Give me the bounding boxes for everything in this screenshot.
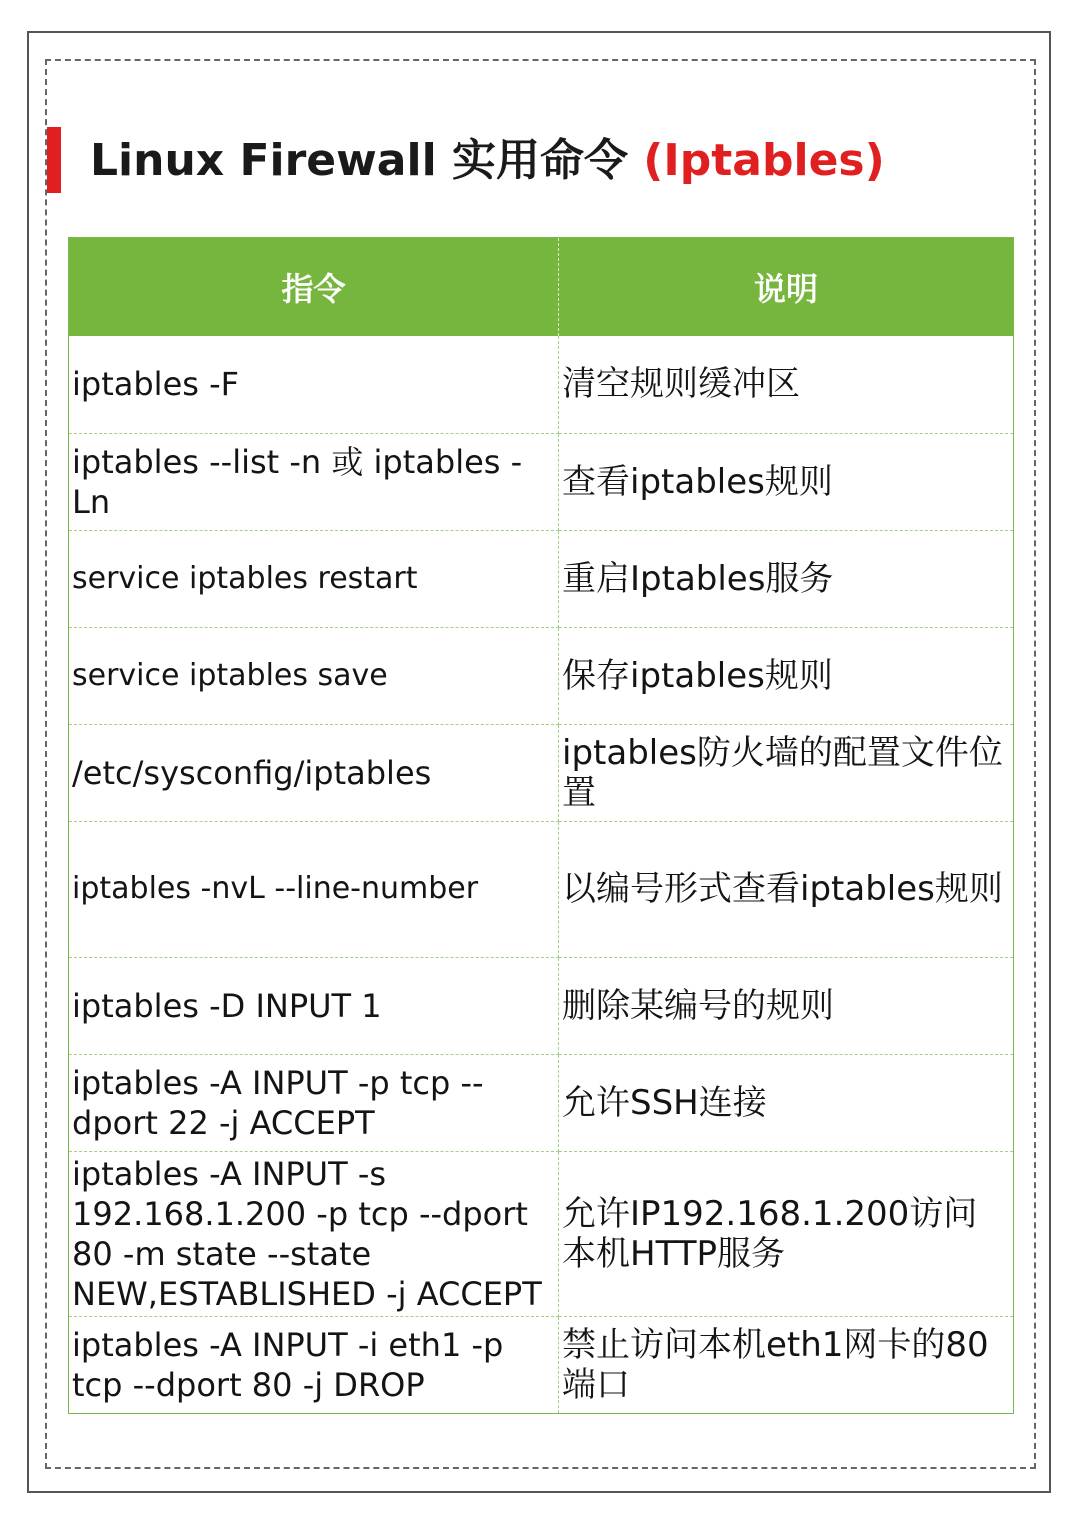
table-row <box>69 336 1014 433</box>
command-cell: iptables -A INPUT -p tcp --dport 22 -j ACCEPT <box>69 1054 559 1151</box>
table-row <box>69 1054 1014 1151</box>
command-cell: iptables -D INPUT 1 <box>69 957 559 1054</box>
description-cell: 保存iptables规则 <box>559 627 1014 724</box>
commands-table <box>68 237 1014 1414</box>
table-header-row <box>69 238 1014 337</box>
table-row <box>69 530 1014 627</box>
description-cell: 查看iptables规则 <box>559 433 1014 530</box>
table-row <box>69 724 1014 821</box>
command-cell: service iptables restart <box>69 530 559 627</box>
command-cell: service iptables save <box>69 627 559 724</box>
header-description: 说明 <box>559 238 1014 337</box>
description-cell: 重启Iptables服务 <box>559 530 1014 627</box>
command-cell: /etc/sysconfig/iptables <box>69 724 559 821</box>
command-cell: iptables --list -n 或 iptables -Ln <box>69 433 559 530</box>
description-cell: iptables防火墙的配置文件位置 <box>559 724 1014 821</box>
description-cell: 删除某编号的规则 <box>559 957 1014 1054</box>
command-cell: iptables -F <box>69 336 559 433</box>
command-cell: iptables -A INPUT -s 192.168.1.200 -p tcp --dport 80 -m state --state NEW,ESTABLISHED -j ACCEPT <box>69 1151 559 1316</box>
command-cell: iptables -nvL --line-number <box>69 821 559 957</box>
command-cell: iptables -A INPUT -i eth1 -p tcp --dport 80 -j DROP <box>69 1316 559 1413</box>
title-main: Linux Firewall 实用命令 <box>90 135 644 186</box>
table-row <box>69 1316 1014 1413</box>
table-row <box>69 957 1014 1054</box>
description-cell: 禁止访问本机eth1网卡的80端口 <box>562 1324 989 1405</box>
description-cell: 清空规则缓冲区 <box>559 336 1014 433</box>
title-accent-text: (Iptables) <box>643 135 885 186</box>
table-row <box>69 627 1014 724</box>
table-row <box>69 1151 1014 1316</box>
description-cell: 允许SSH连接 <box>559 1054 1014 1151</box>
description-cell: 允许IP192.168.1.200访问本机HTTP服务 <box>559 1151 1014 1316</box>
page-title <box>90 128 885 194</box>
table-row <box>69 433 1014 530</box>
header-command: 指令 <box>69 238 559 337</box>
title-accent-bar <box>47 127 61 193</box>
table-row <box>69 821 1014 957</box>
description-cell: 以编号形式查看iptables规则 <box>559 821 1014 957</box>
